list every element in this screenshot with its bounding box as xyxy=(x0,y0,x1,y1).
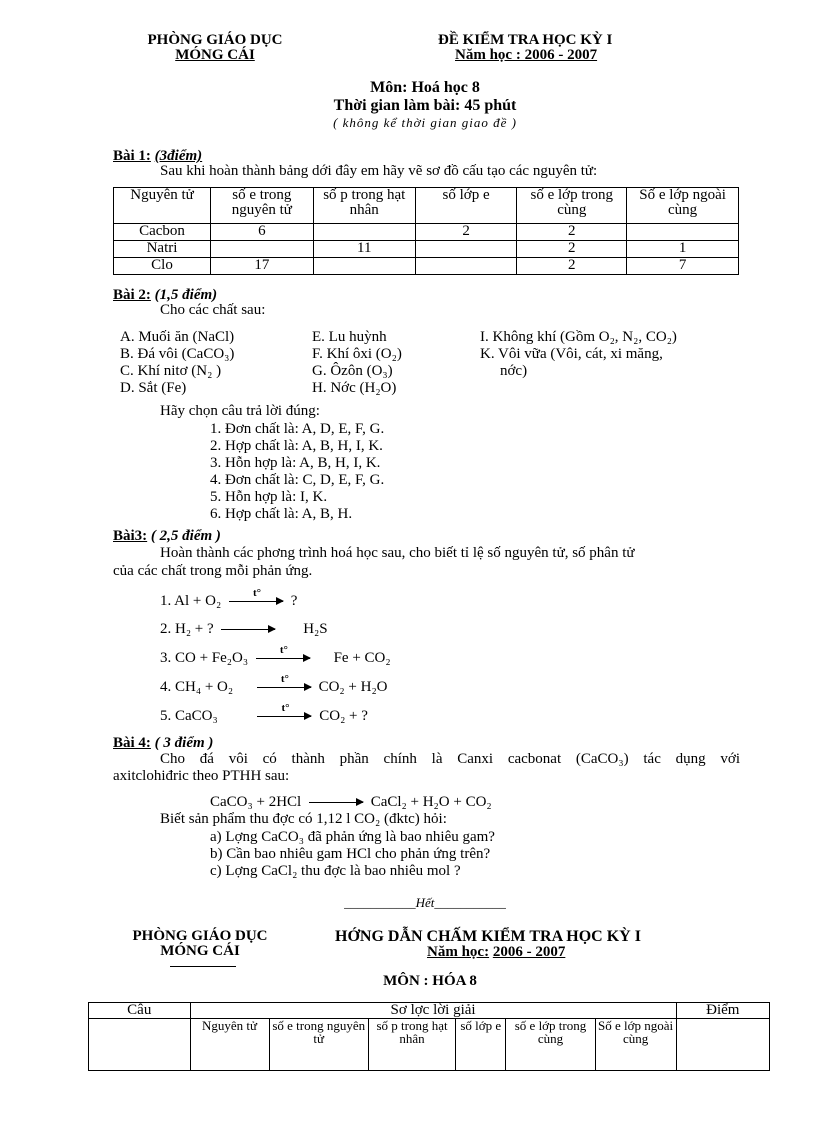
bai4-points: ( 3 điểm ) xyxy=(154,735,214,751)
question-c: c) Lợng CaCl₂ thu đợc là bao nhiêu mol ? xyxy=(210,863,461,879)
exam-title: ĐỀ KIỂM TRA HỌC KỲ I xyxy=(438,32,613,48)
divider xyxy=(170,966,236,967)
reaction-arrow-icon xyxy=(229,587,283,602)
th-protons: số p trong hạt nhân xyxy=(313,188,415,224)
bai1-table xyxy=(113,187,739,275)
option-2: 2. Hợp chất là: A, B, H, I, K. xyxy=(210,438,383,454)
bai4-prompt-2: axitclohiđric theo PTHH sau: xyxy=(113,768,290,784)
bai1-prompt: Sau khi hoàn thành bảng dới đây em hãy vẽ sơ đồ cấu tạo các nguyên tử: xyxy=(160,163,598,179)
cell: 2 xyxy=(415,224,517,241)
choice-e: E. Lu huỳnh xyxy=(312,329,387,345)
bai4-prompt-1: Cho đá vôi có thành phần chính là Canxi cacbonat (CaCO₃) tác dụng với xyxy=(160,751,740,767)
bai3-heading xyxy=(113,529,221,545)
th-shells: số lớp e xyxy=(415,188,517,224)
eq5-left: 5. CaCO₃ xyxy=(160,708,218,724)
eq2-left: 2. H₂ + ? xyxy=(160,621,214,637)
cell: 17 xyxy=(211,258,314,275)
bai4-equation xyxy=(210,795,492,811)
eq5-right: CO₂ + ? xyxy=(319,708,368,724)
bai4-eq-left: CaCO₃ + 2HCl xyxy=(210,794,302,810)
cell xyxy=(676,1019,769,1071)
bai2-col1 xyxy=(120,329,234,397)
bai1-points: (3điểm) xyxy=(154,148,203,164)
school-year: Năm học : 2006 - 2007 xyxy=(455,47,598,63)
cell xyxy=(627,224,739,241)
heat-mark: t° xyxy=(280,673,289,686)
equation-3 xyxy=(160,644,391,667)
key-sub-inner: số e lớp trong cùng xyxy=(506,1019,595,1071)
heat-mark: t° xyxy=(281,702,290,715)
cell: 6 xyxy=(211,224,314,241)
key-org-line1: PHÒNG GIÁO DỤC xyxy=(132,928,268,944)
choice-b: B. Đá vôi (CaCO₃) xyxy=(120,346,235,362)
table-row xyxy=(114,224,739,241)
key-year xyxy=(427,945,565,961)
option-1: 1. Đơn chất là: A, D, E, F, G. xyxy=(210,421,385,437)
reaction-arrow-icon xyxy=(257,702,311,717)
answer-key-table xyxy=(88,1002,770,1071)
key-col-points: Điểm xyxy=(676,1003,769,1019)
eq2-right: H₂S xyxy=(303,621,328,637)
reaction-arrow-icon xyxy=(309,802,363,803)
cell xyxy=(415,258,517,275)
equation-1 xyxy=(160,587,298,610)
key-header-row xyxy=(89,1003,770,1019)
equation-5 xyxy=(160,702,368,725)
bai3-prompt-1: Hoàn thành các phơng trình hoá học sau, cho biết tỉ lệ số nguyên tử, số phân tử xyxy=(160,545,635,561)
bai3-prompt-2: của các chất trong mỗi phản ứng. xyxy=(113,563,313,579)
bai2-col2 xyxy=(312,329,402,397)
cell: 2 xyxy=(517,241,627,258)
bai2-title: Bài 2: xyxy=(113,287,151,303)
cell: Clo xyxy=(114,258,211,275)
bai3-title: Bài3: xyxy=(113,528,148,544)
key-col-solution: Sơ lợc lời giải xyxy=(190,1003,676,1019)
th-inner-e: số e lớp trong cùng xyxy=(517,188,627,224)
choice-d: D. Sắt (Fe) xyxy=(120,380,187,396)
key-sub-electrons: số e trong nguyên tử xyxy=(269,1019,368,1071)
eq3-right: Fe + CO₂ xyxy=(333,650,391,666)
key-title: HỚNG DẪN CHẤM KIỂM TRA HỌC KỲ I xyxy=(335,928,641,945)
equation-4 xyxy=(160,673,388,696)
eq1-left: 1. Al + O₂ xyxy=(160,593,222,609)
cell xyxy=(313,258,415,275)
end-mark: ___________Hết___________ xyxy=(344,895,506,910)
cell: 7 xyxy=(627,258,739,275)
reaction-arrow-icon xyxy=(221,629,275,630)
cell xyxy=(313,224,415,241)
cell: Natri xyxy=(114,241,211,258)
cell xyxy=(89,1019,191,1071)
cell: Cacbon xyxy=(114,224,211,241)
choice-k-cont: nớc) xyxy=(500,363,528,379)
choice-a: A. Muối ăn (NaCl) xyxy=(120,329,235,345)
bai4-heading xyxy=(113,736,213,752)
key-year-value: 2006 - 2007 xyxy=(492,944,566,960)
duration: Thời gian làm bài: 45 phút xyxy=(333,97,517,114)
choice-g: G. Ôzôn (O₃) xyxy=(312,363,393,379)
choice-i: I. Không khí (Gồm O₂, N₂, CO₂) xyxy=(480,329,677,345)
table-header-row xyxy=(114,188,739,224)
org-line1: PHÒNG GIÁO DỤC xyxy=(147,32,283,48)
option-4: 4. Đơn chất là: C, D, E, F, G. xyxy=(210,472,385,488)
table-row xyxy=(114,258,739,275)
option-3: 3. Hỗn hợp là: A, B, H, I, K. xyxy=(210,455,381,471)
key-subject: MÔN : HÓA 8 xyxy=(383,973,477,989)
bai4-questions xyxy=(210,829,495,880)
eq3-left: 3. CO + Fe₂O₃ xyxy=(160,650,249,666)
bai2-prompt: Cho các chất sau: xyxy=(160,302,266,318)
heat-mark: t° xyxy=(279,644,288,657)
key-sub-outer: Số e lớp ngoài cùng xyxy=(595,1019,676,1071)
choice-f: F. Khí ôxi (O₂) xyxy=(312,346,402,362)
key-sub-atom: Nguyên tử xyxy=(190,1019,269,1071)
equation-2 xyxy=(160,622,328,638)
question-a: a) Lợng CaCO₃ đã phản ứng là bao nhiêu gam? xyxy=(210,829,495,845)
cell xyxy=(415,241,517,258)
key-year-label: Năm học: xyxy=(427,944,490,960)
bai2-points: (1,5 điểm) xyxy=(154,287,218,303)
bai4-given: Biết sản phẩm thu đợc có 1,12 l CO₂ (đktc) hỏi: xyxy=(160,811,447,827)
key-sub-row xyxy=(89,1019,770,1071)
key-col-cau: Câu xyxy=(89,1003,191,1019)
eq1-right: ? xyxy=(290,593,298,609)
key-sub-shells: số lớp e xyxy=(456,1019,506,1071)
cell xyxy=(211,241,314,258)
cell: 2 xyxy=(517,224,627,241)
cell: 11 xyxy=(313,241,415,258)
bai2-options xyxy=(210,421,384,523)
option-6: 6. Hợp chất là: A, B, H. xyxy=(210,506,353,522)
question-b: b) Cần bao nhiêu gam HCl cho phản ứng trên? xyxy=(210,846,491,862)
key-org-line2: MÓNG CÁI xyxy=(160,943,240,959)
cell: 1 xyxy=(627,241,739,258)
bai4-title: Bài 4: xyxy=(113,735,151,751)
duration-note: ( không kể thời gian giao đề ) xyxy=(333,115,517,130)
bai2-col3 xyxy=(480,329,677,380)
bai4-eq-right: CaCl₂ + H₂O + CO₂ xyxy=(370,794,492,810)
org-line2: MÓNG CÁI xyxy=(175,47,255,63)
reaction-arrow-icon xyxy=(256,644,310,659)
bai1-title: Bài 1: xyxy=(113,148,151,164)
eq4-left: 4. CH₄ + O₂ xyxy=(160,679,234,695)
th-outer-e: Số e lớp ngoài cùng xyxy=(627,188,739,224)
heat-mark: t° xyxy=(252,587,262,600)
bai2-question: Hãy chọn câu trả lời đúng: xyxy=(160,403,320,419)
cell: 2 xyxy=(517,258,627,275)
reaction-arrow-icon xyxy=(257,673,311,688)
option-5: 5. Hỗn hợp là: I, K. xyxy=(210,489,328,505)
th-electrons: số e trong nguyên tử xyxy=(211,188,314,224)
table-row xyxy=(114,241,739,258)
subject: Môn: Hoá học 8 xyxy=(370,79,480,96)
choice-c: C. Khí nitơ (N₂ ) xyxy=(120,363,222,379)
key-sub-protons: số p trong hạt nhân xyxy=(368,1019,455,1071)
th-atom: Nguyên tử xyxy=(114,188,211,224)
choice-k: K. Vôi vữa (Vôi, cát, xi măng, xyxy=(480,346,663,362)
bai3-points: ( 2,5 điểm ) xyxy=(150,528,221,544)
choice-h: H. Nớc (H₂O) xyxy=(312,380,397,396)
eq4-right: CO₂ + H₂O xyxy=(318,679,388,695)
